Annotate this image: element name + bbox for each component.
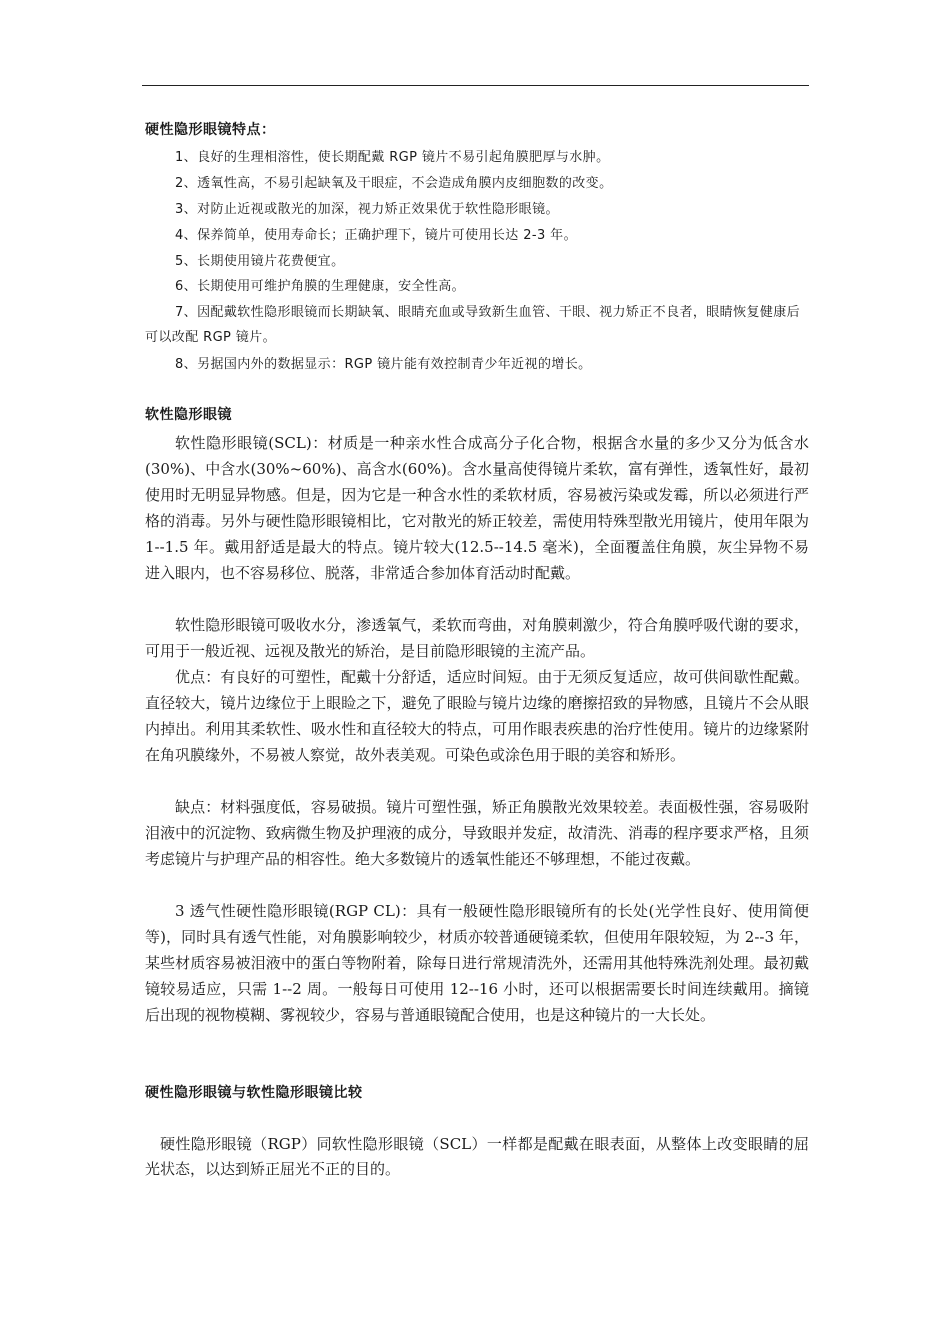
rgp-feature-5: 5、长期使用镜片花费便宜。 xyxy=(175,254,345,269)
rgp-feature-6: 6、长期使用可维护角膜的生理健康，安全性高。 xyxy=(175,279,466,294)
rgp-section-title: 硬性隐形眼镜特点： xyxy=(145,122,276,138)
scl-paragraph-properties: 软性隐形眼镜可吸收水分，渗透氧气，柔软而弯曲，对角膜刺激少，符合角膜呼吸代谢的要求，可用于一般近视、远视及散光的矫治，是目前隐形眼镜的主流产品。 xyxy=(145,616,809,660)
scl-paragraph-intro: 软性隐形眼镜(SCL)：材质是一种亲水性合成高分子化合物，根据含水量的多少又分为低含水(30%)、中含水(30%~60%)、高含水(60%)。含水量高使得镜片柔软，富有弹性，透氧性好，最初使用时无明显异物感。但是，因为它是一种含水性的柔软材质，容易被污染或发霉，所以必须进行严格的消毒。另外与硬性隐形眼镜相比，它对散光的矫正较差，需使用特殊型散光用镜片，使用年限为 1--1.5 年。戴用舒适是最大的特点。镜片较大(12.5--14.5 毫米)，全面覆盖住角膜，灰尘异物不易进入眼内，也不容易移位、脱落，非常适合参加体育活动时配戴。 xyxy=(145,434,809,582)
rgp-feature-4: 4、保养简单，使用寿命长；正确护理下，镜片可使用长达 2-3 年。 xyxy=(175,228,577,243)
header-rule xyxy=(142,85,809,86)
scl-paragraph-disadvantages: 缺点：材料强度低，容易破损。镜片可塑性强，矫正角膜散光效果较差。表面极性强，容易吸附泪液中的沉淀物、致病微生物及护理液的成分，导致眼并发症，故清洗、消毒的程序要求严格，且须考虑镜片与护理产品的相容性。绝大多数镜片的透氧性能还不够理想，不能过夜戴。 xyxy=(145,798,809,868)
scl-paragraph-advantages: 优点：有良好的可塑性，配戴十分舒适，适应时间短。由于无须反复适应，故可供间歇性配戴。直径较大，镜片边缘位于上眼睑之下，避免了眼睑与镜片边缘的磨擦招致的异物感，且镜片不会从眼内掉出。利用其柔软性、吸水性和直径较大的特点，可用作眼表疾患的治疗性使用。镜片的边缘紧附在角巩膜缘外，不易被人察觉，故外表美观。可染色或涂色用于眼的美容和矫形。 xyxy=(145,668,809,764)
rgp-feature-3: 3、对防止近视或散光的加深，视力矫正效果优于软性隐形眼镜。 xyxy=(175,202,559,217)
scl-section-title: 软性隐形眼镜 xyxy=(145,407,232,423)
rgp-feature-7: 7、因配戴软性隐形眼镜而长期缺氧、眼睛充血或导致新生血管、干眼、视力矫正不良者，眼睛恢复健康后可以改配 RGP 镜片。 xyxy=(145,305,801,345)
rgp-feature-1: 1、良好的生理相溶性，使长期配戴 RGP 镜片不易引起角膜肥厚与水肿。 xyxy=(175,150,610,165)
comparison-section-title: 硬性隐形眼镜与软性隐形眼镜比较 xyxy=(145,1085,363,1101)
comparison-paragraph: 硬性隐形眼镜（RGP）同软性隐形眼镜（SCL）一样都是配戴在眼表面，从整体上改变眼睛的屈光状态，以达到矫正屈光不正的目的。 xyxy=(145,1135,809,1178)
rgp-feature-2: 2、透氧性高，不易引起缺氧及干眼症，不会造成角膜内皮细胞数的改变。 xyxy=(175,176,613,191)
rgp-feature-8: 8、另据国内外的数据显示：RGP 镜片能有效控制青少年近视的增长。 xyxy=(175,357,592,372)
rgp-cl-paragraph: 3 透气性硬性隐形眼镜(RGP CL)：具有一般硬性隐形眼镜所有的长处(光学性良好、使用简便等)，同时具有透气性能，对角膜影响较少，材质亦较普通硬镜柔软，但使用年限较短，为 2--3 年，某些材质容易被泪液中的蛋白等物附着，除每日进行常规清洗外，还需用其他特殊洗剂处理。最初戴镜较易适应，只需 1--2 周。一般每日可使用 12--16 小时，还可以根据需要长时间连续戴用。摘镜后出现的视物模糊、雾视较少，容易与普通眼镜配合使用，也是这种镜片的一大长处。 xyxy=(145,902,809,1024)
